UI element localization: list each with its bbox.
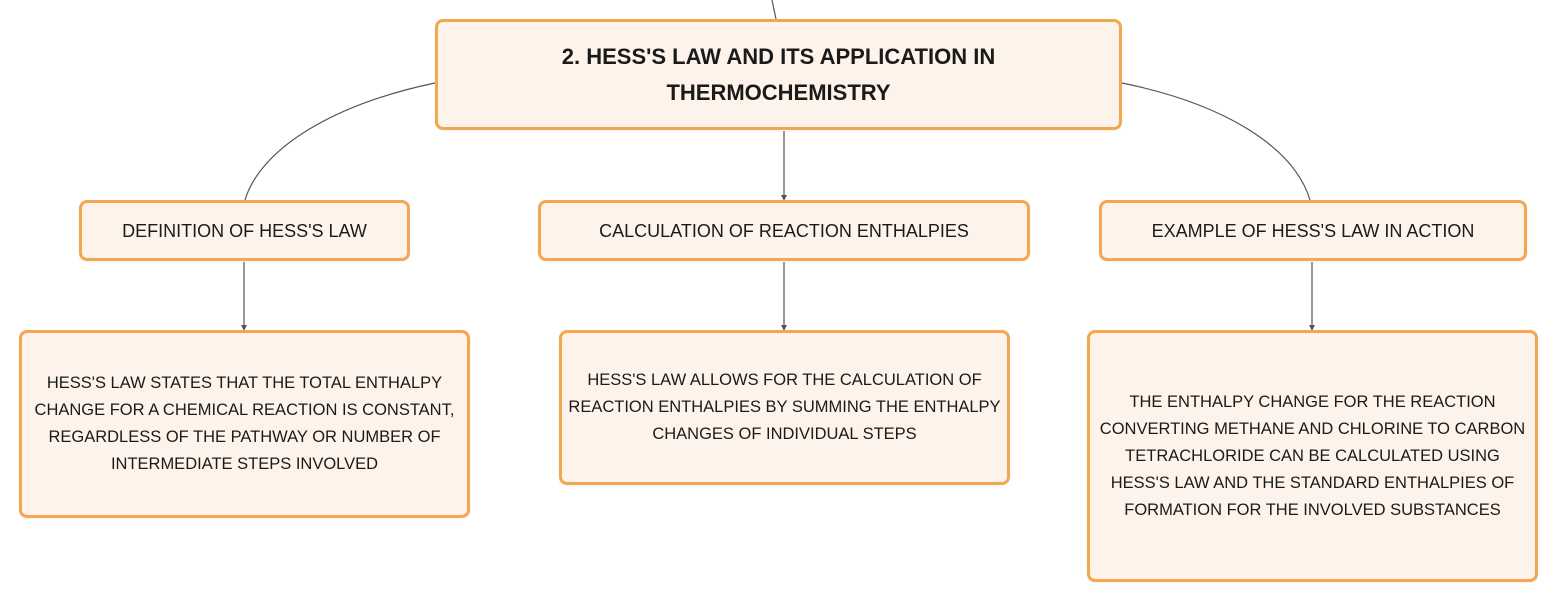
connector-root-to-example	[1122, 83, 1310, 200]
detail-node-example[interactable]	[1087, 330, 1538, 582]
root-node[interactable]	[435, 19, 1122, 130]
branch-node-label: EXAMPLE OF HESS'S LAW IN ACTION	[1151, 220, 1475, 241]
branch-node-label: DEFINITION OF HESS'S LAW	[122, 220, 367, 241]
branch-node-definition[interactable]	[79, 200, 410, 261]
detail-node-calculation[interactable]	[559, 330, 1010, 485]
detail-node-definition[interactable]	[19, 330, 470, 518]
branch-node-calculation[interactable]	[538, 200, 1030, 261]
branch-node-example[interactable]	[1099, 200, 1527, 261]
root-node-label: 2. HESS'S LAW AND ITS APPLICATION IN THERMOCHEMISTRY	[561, 43, 996, 105]
detail-node-text: HESS'S LAW ALLOWS FOR THE CALCULATION OF REACTION ENTHALPIES BY SUMMING THE ENTHALPY CHANGES OF INDIVIDUAL STEPS	[568, 371, 1001, 443]
connector-root-to-definition	[245, 83, 435, 200]
branch-node-label: CALCULATION OF REACTION ENTHALPIES	[599, 220, 969, 241]
detail-node-text: HESS'S LAW STATES THAT THE TOTAL ENTHALPY CHANGE FOR A CHEMICAL REACTION IS CONSTANT, REGARDLESS OF THE PATHWAY OR NUMBER OF INTERMEDIATE STEPS INVOLVED	[34, 374, 455, 473]
detail-node-text: THE ENTHALPY CHANGE FOR THE REACTION CONVERTING METHANE AND CHLORINE TO CARBON TETRACHLORIDE CAN BE CALCULATED USING HESS'S LAW AND THE STANDARD ENTHALPIES OF FORMATION FOR THE INVOLVED SUBSTANCES	[1099, 392, 1526, 519]
connector-from-parent	[772, 0, 776, 19]
